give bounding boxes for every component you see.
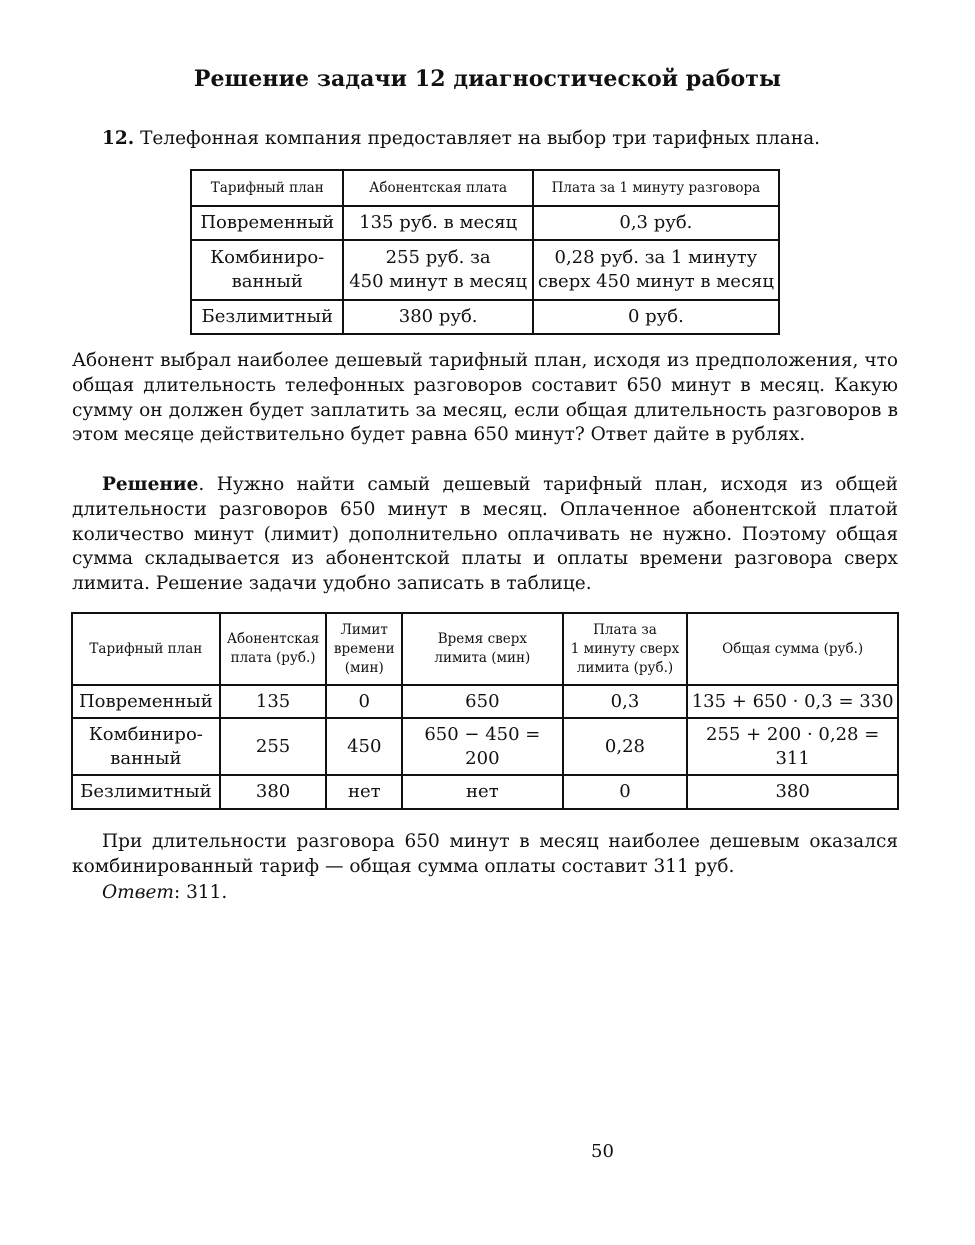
- table-header-row: [191, 170, 779, 206]
- problem-number: 12.: [102, 128, 135, 149]
- table-cell: 255: [220, 718, 327, 775]
- conclusion-text: При длительности разговора 650 минут в месяц наиболее дешевым оказался комбинированный тариф — общая сумма оплаты составит 311 руб.: [72, 831, 898, 877]
- table-row: [191, 300, 779, 334]
- table-cell: нет: [326, 775, 402, 809]
- table-cell: 0: [326, 685, 402, 718]
- conclusion-paragraph: [72, 830, 898, 880]
- problem-statement: [102, 128, 820, 149]
- table-header-cell: Тарифный план: [72, 613, 220, 685]
- table-header-cell: Лимит времени (мин): [326, 613, 402, 685]
- solution-paragraph: [72, 473, 898, 597]
- solution-text: . Нужно найти самый дешевый тарифный план, исходя из общей длительности разговоров 650 минут в месяц. Оплаченное абонентской платой количество минут (лимит) дополнительно оплачивать не нужно. Поэтому общая сумма складывается из абонентской платы и оплаты времени разговора сверх лимита. Решение задачи удобно записать в таблице.: [72, 474, 898, 595]
- table-cell: нет: [402, 775, 563, 809]
- table-header-cell: Плата за 1 минуту сверх лимита (руб.): [563, 613, 688, 685]
- table-cell: 0: [563, 775, 688, 809]
- solution-label: Решение: [102, 474, 199, 495]
- table-header-cell: Время сверх лимита (мин): [402, 613, 563, 685]
- table-header-cell: Абонентская плата (руб.): [220, 613, 327, 685]
- table-cell: 0,3 руб.: [533, 206, 779, 240]
- table-header-row: [72, 613, 898, 685]
- table-cell: 380 руб.: [343, 300, 532, 334]
- answer-value: : 311.: [173, 882, 228, 903]
- table-cell: 380: [220, 775, 327, 809]
- table-cell: 0,28: [563, 718, 688, 775]
- table-cell: 135 + 650 · 0,3 = 330: [687, 685, 898, 718]
- table-cell: 135: [220, 685, 327, 718]
- table-header-cell: Тарифный план: [191, 170, 343, 206]
- table-cell: Повременный: [191, 206, 343, 240]
- question-paragraph: Абонент выбрал наиболее дешевый тарифный план, исходя из предположения, что общая длительность телефонных разговоров составит 650 минут в месяц. Какую сумму он должен будет заплатить за месяц, если общая длительность разговоров в этом месяце действительно будет равна 650 минут? Ответ дайте в рублях.: [72, 350, 898, 446]
- table-cell: Комбиниро- ванный: [191, 240, 343, 300]
- table-header-cell: Абонентская плата: [343, 170, 532, 206]
- tariff-table: [190, 169, 780, 335]
- page-title: Решение задачи 12 диагностической работы: [193, 66, 782, 92]
- table-row: [72, 718, 898, 775]
- table-cell: 650: [402, 685, 563, 718]
- table-cell: 0 руб.: [533, 300, 779, 334]
- table-cell: Безлимитный: [72, 775, 220, 809]
- table-header-cell: Общая сумма (руб.): [687, 613, 898, 685]
- table-cell: 0,28 руб. за 1 минуту сверх 450 минут в месяц: [533, 240, 779, 300]
- problem-intro: Телефонная компания предоставляет на выбор три тарифных плана.: [134, 128, 821, 149]
- table-row: [72, 775, 898, 809]
- table-row: [191, 240, 779, 300]
- table-cell: 0,3: [563, 685, 688, 718]
- answer-line: [102, 881, 402, 906]
- table-cell: 380: [687, 775, 898, 809]
- table-row: [72, 685, 898, 718]
- table-cell: Комбиниро- ванный: [72, 718, 220, 775]
- table-cell: 255 + 200 · 0,28 = 311: [687, 718, 898, 775]
- table-cell: 135 руб. в месяц: [343, 206, 532, 240]
- page-number: 50: [591, 1141, 614, 1162]
- table-cell: 255 руб. за 450 минут в месяц: [343, 240, 532, 300]
- table-cell: Безлимитный: [191, 300, 343, 334]
- table-cell: 650 − 450 = 200: [402, 718, 563, 775]
- table-cell: Повременный: [72, 685, 220, 718]
- solution-table: [71, 612, 899, 810]
- answer-label: Ответ: [102, 882, 174, 903]
- table-header-cell: Плата за 1 минуту разговора: [533, 170, 779, 206]
- table-cell: 450: [326, 718, 402, 775]
- table-row: [191, 206, 779, 240]
